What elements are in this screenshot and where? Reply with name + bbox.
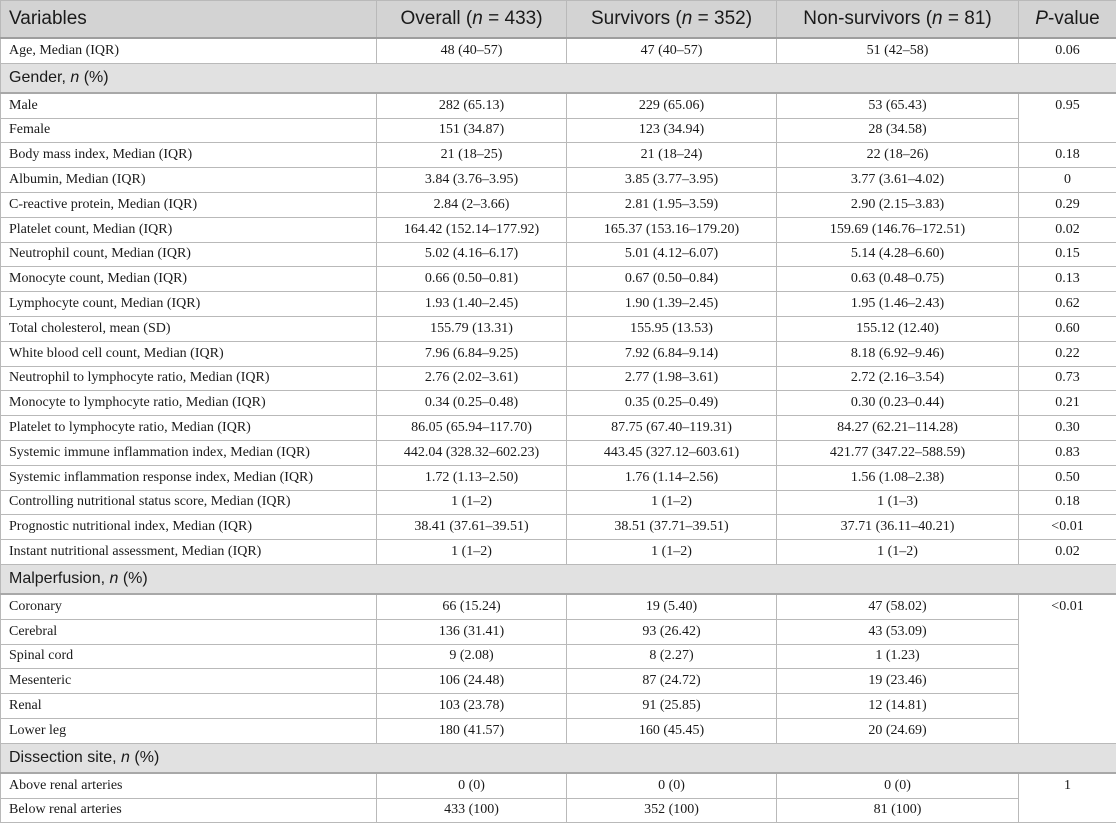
row-label: Prognostic nutritional index, Median (IQR) [1,515,377,540]
nonsurvivors-cell: 28 (34.58) [777,118,1019,143]
nonsurvivors-cell: 1 (1.23) [777,644,1019,669]
pvalue-cell: 0.30 [1019,416,1116,441]
pvalue-header: P-value [1019,1,1116,39]
table-row [1,118,1116,143]
overall-cell: 155.79 (13.31) [377,316,567,341]
row-label: Body mass index, Median (IQR) [1,143,377,168]
row-label: Albumin, Median (IQR) [1,168,377,193]
pvalue-cell: 0.29 [1019,192,1116,217]
row-label: Below renal arteries [1,798,377,823]
nonsurvivors-cell: 20 (24.69) [777,718,1019,743]
overall-cell: 48 (40–57) [377,38,567,63]
nonsurvivors-cell: 1.56 (1.08–2.38) [777,465,1019,490]
section-row-gender [1,63,1116,93]
table-row [1,391,1116,416]
nonsurvivors-cell: 0.63 (0.48–0.75) [777,267,1019,292]
overall-cell: 38.41 (37.61–39.51) [377,515,567,540]
survivors-cell: 1 (1–2) [567,490,777,515]
table-row [1,540,1116,565]
overall-cell: 3.84 (3.76–3.95) [377,168,567,193]
row-label: Total cholesterol, mean (SD) [1,316,377,341]
survivors-cell: 93 (26.42) [567,619,777,644]
row-label: Mesenteric [1,669,377,694]
pvalue-cell: 0.15 [1019,242,1116,267]
pvalue-cell: 0 [1019,168,1116,193]
overall-cell: 433 (100) [377,798,567,823]
table-row [1,694,1116,719]
overall-cell: 5.02 (4.16–6.17) [377,242,567,267]
row-label: Controlling nutritional status score, Median (IQR) [1,490,377,515]
nonsurvivors-cell: 19 (23.46) [777,669,1019,694]
row-label: Renal [1,694,377,719]
survivors-cell: 1.90 (1.39–2.45) [567,292,777,317]
row-label: Neutrophil to lymphocyte ratio, Median (IQR) [1,366,377,391]
table-row [1,168,1116,193]
row-label: Monocyte to lymphocyte ratio, Median (IQR) [1,391,377,416]
overall-cell: 103 (23.78) [377,694,567,719]
overall-cell: 21 (18–25) [377,143,567,168]
nonsurvivors-cell: 22 (18–26) [777,143,1019,168]
survivors-cell: 87 (24.72) [567,669,777,694]
pvalue-cell: 0.21 [1019,391,1116,416]
nonsurvivors-cell: 5.14 (4.28–6.60) [777,242,1019,267]
survivors-cell: 7.92 (6.84–9.14) [567,341,777,366]
survivors-cell: 2.81 (1.95–3.59) [567,192,777,217]
row-label: Age, Median (IQR) [1,38,377,63]
overall-cell: 0 (0) [377,773,567,798]
pvalue-cell: 0.18 [1019,490,1116,515]
nonsurvivors-cell: 51 (42–58) [777,38,1019,63]
nonsurvivors-cell: 8.18 (6.92–9.46) [777,341,1019,366]
overall-cell: 2.76 (2.02–3.61) [377,366,567,391]
pvalue-cell: 0.02 [1019,540,1116,565]
pvalue-cell: 0.50 [1019,465,1116,490]
nonsurvivors-cell: 2.90 (2.15–3.83) [777,192,1019,217]
variables-header: Variables [1,1,377,39]
overall-cell: 0.34 (0.25–0.48) [377,391,567,416]
row-label: C-reactive protein, Median (IQR) [1,192,377,217]
overall-cell: 9 (2.08) [377,644,567,669]
overall-cell: 1 (1–2) [377,540,567,565]
table-row [1,267,1116,292]
pvalue-cell: 1 [1019,773,1116,823]
section-title: Malperfusion, n (%) [1,564,1116,594]
overall-cell: 1.72 (1.13–2.50) [377,465,567,490]
nonsurvivors-cell: 1 (1–3) [777,490,1019,515]
survivors-cell: 123 (34.94) [567,118,777,143]
table-row [1,242,1116,267]
table-row [1,594,1116,619]
nonsurvivors-cell: 47 (58.02) [777,594,1019,619]
row-label: Male [1,93,377,118]
table-row [1,341,1116,366]
nonsurvivors-header: Non-survivors (n = 81) [777,1,1019,39]
section-title: Dissection site, n (%) [1,743,1116,773]
nonsurvivors-cell: 421.77 (347.22–588.59) [777,440,1019,465]
row-label: Monocyte count, Median (IQR) [1,267,377,292]
overall-cell: 86.05 (65.94–117.70) [377,416,567,441]
nonsurvivors-cell: 2.72 (2.16–3.54) [777,366,1019,391]
nonsurvivors-cell: 159.69 (146.76–172.51) [777,217,1019,242]
survivors-cell: 21 (18–24) [567,143,777,168]
overall-cell: 2.84 (2–3.66) [377,192,567,217]
nonsurvivors-cell: 1 (1–2) [777,540,1019,565]
survivors-cell: 19 (5.40) [567,594,777,619]
nonsurvivors-cell: 84.27 (62.21–114.28) [777,416,1019,441]
pvalue-cell: 0.62 [1019,292,1116,317]
table-row [1,316,1116,341]
survivors-cell: 165.37 (153.16–179.20) [567,217,777,242]
overall-cell: 66 (15.24) [377,594,567,619]
row-label: Instant nutritional assessment, Median (IQR) [1,540,377,565]
pvalue-cell: 0.13 [1019,267,1116,292]
table-row [1,798,1116,823]
table-row [1,515,1116,540]
table-row [1,465,1116,490]
row-label: Spinal cord [1,644,377,669]
row-label: Platelet to lymphocyte ratio, Median (IQR) [1,416,377,441]
row-label: Lymphocyte count, Median (IQR) [1,292,377,317]
overall-cell: 180 (41.57) [377,718,567,743]
nonsurvivors-cell: 37.71 (36.11–40.21) [777,515,1019,540]
row-label: Systemic inflammation response index, Median (IQR) [1,465,377,490]
row-label: White blood cell count, Median (IQR) [1,341,377,366]
table-row [1,38,1116,63]
overall-cell: 442.04 (328.32–602.23) [377,440,567,465]
header-row [1,1,1116,39]
row-label: Platelet count, Median (IQR) [1,217,377,242]
survivors-cell: 1 (1–2) [567,540,777,565]
survivors-cell: 160 (45.45) [567,718,777,743]
survivors-cell: 352 (100) [567,798,777,823]
table-row [1,366,1116,391]
survivors-cell: 8 (2.27) [567,644,777,669]
survivors-cell: 38.51 (37.71–39.51) [567,515,777,540]
table-row [1,217,1116,242]
overall-cell: 0.66 (0.50–0.81) [377,267,567,292]
overall-cell: 1 (1–2) [377,490,567,515]
pvalue-cell: 0.95 [1019,93,1116,143]
row-label: Coronary [1,594,377,619]
survivors-cell: 0 (0) [567,773,777,798]
nonsurvivors-cell: 43 (53.09) [777,619,1019,644]
table-row [1,718,1116,743]
overall-cell: 136 (31.41) [377,619,567,644]
row-label: Cerebral [1,619,377,644]
pvalue-cell: 0.73 [1019,366,1116,391]
survivors-cell: 3.85 (3.77–3.95) [567,168,777,193]
row-label: Systemic immune inflammation index, Median (IQR) [1,440,377,465]
overall-cell: 1.93 (1.40–2.45) [377,292,567,317]
table-row [1,440,1116,465]
pvalue-cell: 0.60 [1019,316,1116,341]
survivors-cell: 91 (25.85) [567,694,777,719]
nonsurvivors-cell: 0 (0) [777,773,1019,798]
table-row [1,143,1116,168]
table-row [1,619,1116,644]
survivors-cell: 443.45 (327.12–603.61) [567,440,777,465]
table-row [1,669,1116,694]
survivors-cell: 47 (40–57) [567,38,777,63]
section-row-dissection [1,743,1116,773]
survivors-cell: 2.77 (1.98–3.61) [567,366,777,391]
nonsurvivors-cell: 0.30 (0.23–0.44) [777,391,1019,416]
overall-cell: 164.42 (152.14–177.92) [377,217,567,242]
table-row [1,773,1116,798]
survivors-cell: 5.01 (4.12–6.07) [567,242,777,267]
table-row [1,192,1116,217]
table-row [1,490,1116,515]
pvalue-cell: 0.83 [1019,440,1116,465]
table-row [1,644,1116,669]
overall-cell: 151 (34.87) [377,118,567,143]
section-title: Gender, n (%) [1,63,1116,93]
pvalue-cell: 0.22 [1019,341,1116,366]
table-row [1,93,1116,118]
pvalue-cell: <0.01 [1019,515,1116,540]
overall-cell: 282 (65.13) [377,93,567,118]
nonsurvivors-cell: 3.77 (3.61–4.02) [777,168,1019,193]
pvalue-cell: 0.06 [1019,38,1116,63]
pvalue-cell: <0.01 [1019,594,1116,743]
overall-cell: 106 (24.48) [377,669,567,694]
survivors-cell: 155.95 (13.53) [567,316,777,341]
survivors-cell: 1.76 (1.14–2.56) [567,465,777,490]
row-label: Lower leg [1,718,377,743]
overall-cell: 7.96 (6.84–9.25) [377,341,567,366]
table-row [1,416,1116,441]
nonsurvivors-cell: 1.95 (1.46–2.43) [777,292,1019,317]
row-label: Above renal arteries [1,773,377,798]
survivors-cell: 87.75 (67.40–119.31) [567,416,777,441]
nonsurvivors-cell: 81 (100) [777,798,1019,823]
overall-header: Overall (n = 433) [377,1,567,39]
nonsurvivors-cell: 53 (65.43) [777,93,1019,118]
survivors-header: Survivors (n = 352) [567,1,777,39]
nonsurvivors-cell: 12 (14.81) [777,694,1019,719]
pvalue-cell: 0.02 [1019,217,1116,242]
table-row [1,292,1116,317]
survivors-cell: 0.35 (0.25–0.49) [567,391,777,416]
survivors-cell: 229 (65.06) [567,93,777,118]
nonsurvivors-cell: 155.12 (12.40) [777,316,1019,341]
pvalue-cell: 0.18 [1019,143,1116,168]
row-label: Female [1,118,377,143]
row-label: Neutrophil count, Median (IQR) [1,242,377,267]
section-row-malperfusion [1,564,1116,594]
survivors-cell: 0.67 (0.50–0.84) [567,267,777,292]
